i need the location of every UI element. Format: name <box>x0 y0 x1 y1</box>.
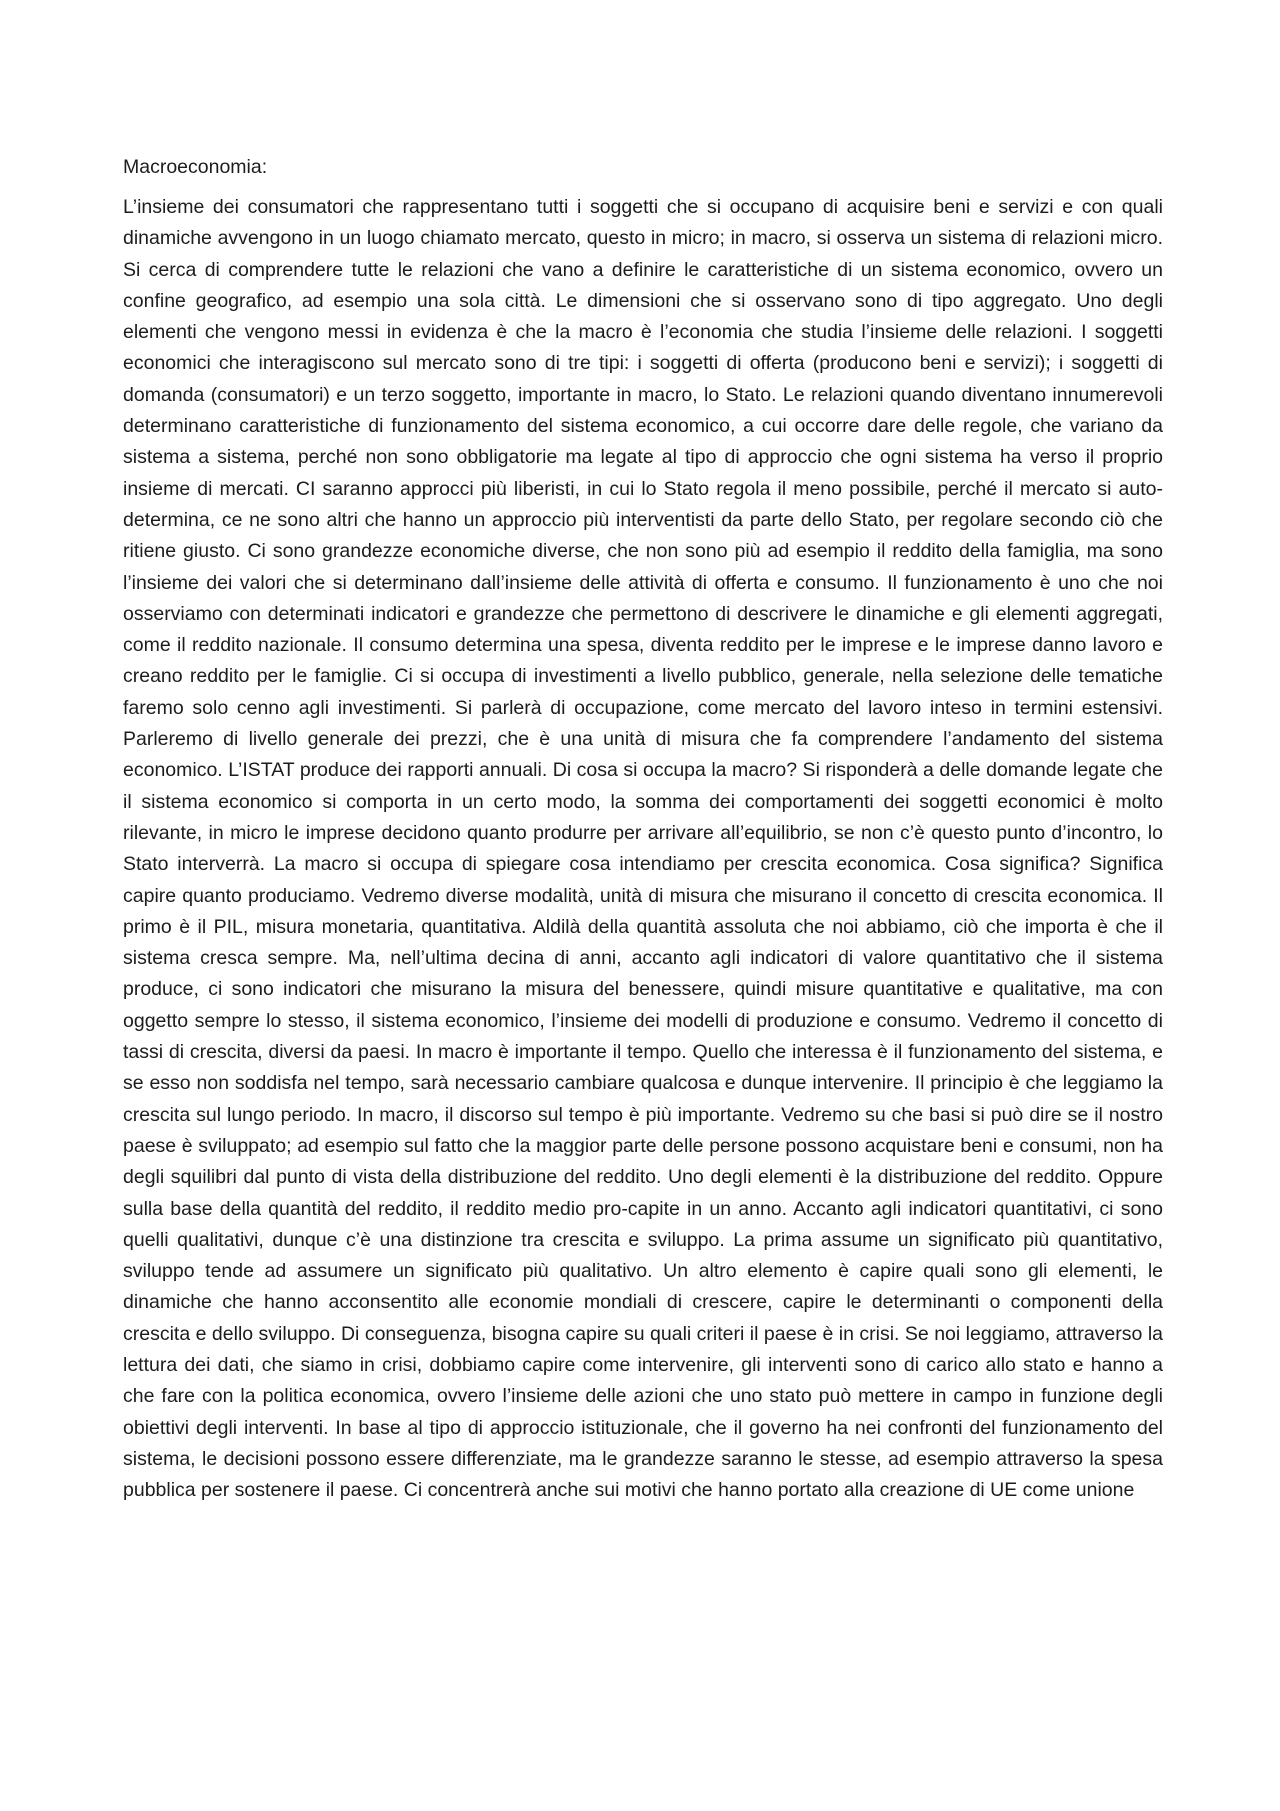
document-page <box>123 152 1163 1506</box>
document-paragraph: L’insieme dei consumatori che rappresentano tutti i soggetti che si occupano di acquisire beni e servizi e con quali dinamiche avvengono in un luogo chiamato mercato, questo in micro; in macro, si osserva un sistema di relazioni micro. Si cerca di comprendere tutte le relazioni che vano a definire le caratteristiche di un sistema economico, ovvero un confine geografico, ad esempio una sola città. Le dimensioni che si osservano sono di tipo aggregato. Uno degli elementi che vengono messi in evidenza è che la macro è l’economia che studia l’insieme delle relazioni. I soggetti economici che interagiscono sul mercato sono di tre tipi: i soggetti di offerta (producono beni e servizi); i soggetti di domanda (consumatori) e un terzo soggetto, importante in macro, lo Stato. Le relazioni quando diventano innumerevoli determinano caratteristiche di funzionamento del sistema economico, a cui occorre dare delle regole, che variano da sistema a sistema, perché non sono obbligatorie ma legate al tipo di approccio che ogni sistema ha verso il proprio insieme di mercati. CI saranno approcci più liberisti, in cui lo Stato regola il meno possibile, perché il mercato si auto-determina, ce ne sono altri che hanno un approccio più interventisti da parte dello Stato, per regolare secondo ciò che ritiene giusto. Ci sono grandezze economiche diverse, che non sono più ad esempio il reddito della famiglia, ma sono l’insieme dei valori che si determinano dall’insieme delle attività di offerta e consumo. Il funzionamento è uno che noi osserviamo con determinati indicatori e grandezze che permettono di descrivere le dinamiche e gli elementi aggregati, come il reddito nazionale. Il consumo determina una spesa, diventa reddito per le imprese e le imprese danno lavoro e creano reddito per le famiglie. Ci si occupa di investimenti a livello pubblico, generale, nella selezione delle tematiche faremo solo cenno agli investimenti. Si parlerà di occupazione, come mercato del lavoro inteso in termini estensivi. Parleremo di livello generale dei prezzi, che è una unità di misura che fa comprendere l’andamento del sistema economico. L’ISTAT produce dei rapporti annuali. Di cosa si occupa la macro? Si risponderà a delle domande legate che il sistema economico si comporta in un certo modo, la somma dei comportamenti dei soggetti economici è molto rilevante, in micro le imprese decidono quanto produrre per arrivare all’equilibrio, se non c’è questo punto d’incontro, lo Stato interverrà. La macro si occupa di spiegare cosa intendiamo per crescita economica. Cosa significa? Significa capire quanto produciamo. Vedremo diverse modalità, unità di misura che misurano il concetto di crescita economica. Il primo è il PIL, misura monetaria, quantitativa. Aldilà della quantità assoluta che noi abbiamo, ciò che importa è che il sistema cresca sempre. Ma, nell’ultima decina di anni, accanto agli indicatori di valore quantitativo che il sistema produce, ci sono indicatori che misurano la misura del benessere, quindi misure quantitative e qualitative, ma con oggetto sempre lo stesso, il sistema economico, l’insieme dei modelli di produzione e consumo. Vedremo il concetto di tassi di crescita, diversi da paesi. In macro è importante il tempo. Quello che interessa è il funzionamento del sistema, e se esso non soddisfa nel tempo, sarà necessario cambiare qualcosa e dunque intervenire. Il principio è che leggiamo la crescita sul lungo periodo. In macro, il discorso sul tempo è più importante. Vedremo su che basi si può dire se il nostro paese è sviluppato; ad esempio sul fatto che la maggior parte delle persone possono acquistare beni e consumi, non ha degli squilibri dal punto di vista della distribuzione del reddito. Uno degli elementi è la distribuzione del reddito. Oppure sulla base della quantità del reddito, il reddito medio pro-capite in un anno. Accanto agli indicatori quantitativi, ci sono quelli qualitativi, dunque c’è una distinzione tra crescita e sviluppo. La prima assume un significato più quantitativo, sviluppo tende ad assumere un significato più qualitativo. Un altro elemento è capire quali sono gli elementi, le dinamiche che hanno acconsentito alle economie mondiali di crescere, capire le determinanti o componenti della crescita e dello sviluppo. Di conseguenza, bisogna capire su quali criteri il paese è in crisi. Se noi leggiamo, attraverso la lettura dei dati, che siamo in crisi, dobbiamo capire come intervenire, gli interventi sono di carico allo stato e hanno a che fare con la politica economica, ovvero l’insieme delle azioni che uno stato può mettere in campo in funzione degli obiettivi degli interventi. In base al tipo di approccio istituzionale, che il governo ha nei confronti del funzionamento del sistema, le decisioni possono essere differenziate, ma le grandezze saranno le stesse, ad esempio attraverso la spesa pubblica per sostenere il paese. Ci concentrerà anche sui motivi che hanno portato alla creazione di UE come unione <box>123 196 1163 1502</box>
document-title: Macroeconomia: <box>123 156 268 178</box>
